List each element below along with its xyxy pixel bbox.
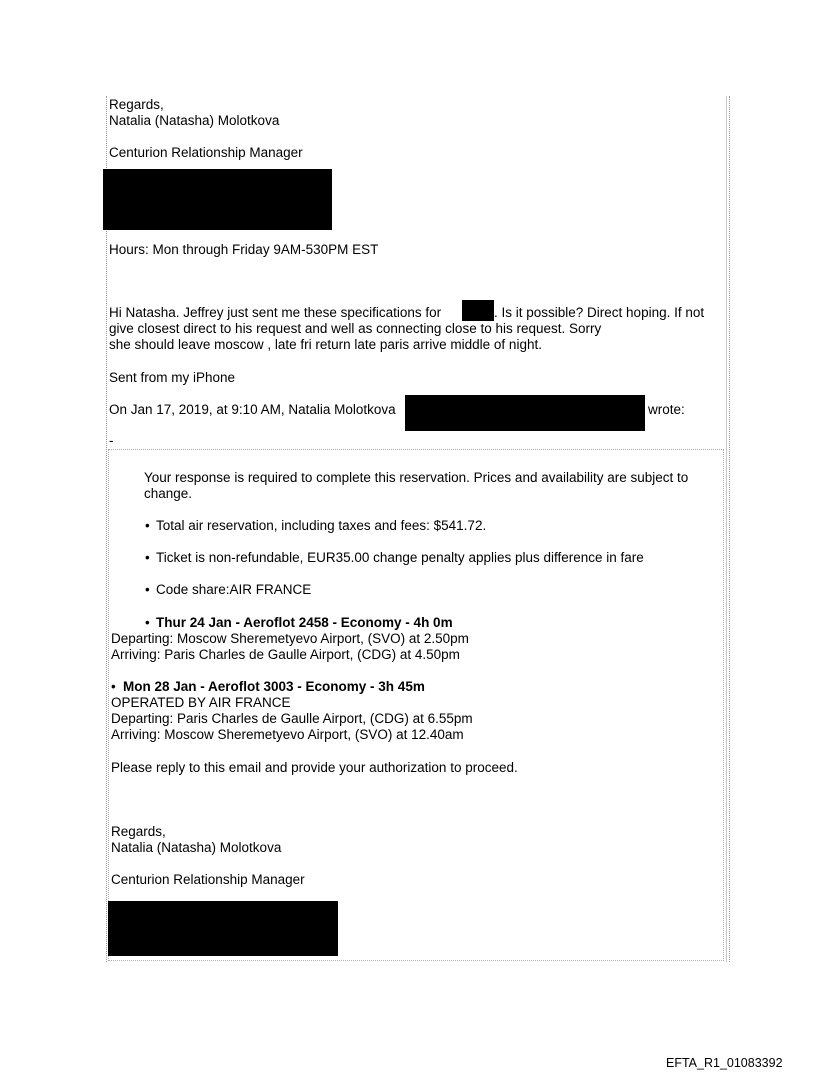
reply-request: Please reply to this email and provide your authorization to proceed.: [111, 760, 518, 775]
right-border-line: [729, 96, 730, 962]
header-name: Natalia (Natasha) Molotkova: [109, 113, 280, 128]
message-line-1b: . Is it possible? Direct hoping. If not: [494, 305, 705, 320]
bullet-flight-1: •: [145, 615, 150, 630]
flight-2-heading: Mon 28 Jan - Aeroflot 3003 - Economy - 3h 45m: [123, 679, 425, 694]
message-line-2: give closest direct to his request and well as connecting close to his request. Sorry: [109, 321, 602, 336]
redaction-block-2: [108, 901, 338, 956]
quoted-title: Centurion Relationship Manager: [111, 872, 305, 887]
right-border-line-inner: [726, 96, 727, 962]
flight-2-departing: Departing: Paris Charles de Gaulle Airport, (CDG) at 6.55pm: [111, 711, 473, 726]
quoted-intro-1: Your response is required to complete this reservation. Prices and availability are subject to: [144, 470, 689, 485]
header-regards: Regards,: [109, 97, 164, 112]
quote-header-b: wrote:: [648, 402, 685, 417]
message-line-3: she should leave moscow , late fri return late paris arrive middle of night.: [109, 337, 542, 352]
codeshare-line: Code share:AIR FRANCE: [156, 582, 312, 597]
header-hours: Hours: Mon through Friday 9AM-530PM EST: [109, 242, 379, 257]
redaction-email: [405, 395, 645, 431]
total-line: Total air reservation, including taxes and fees: $541.72.: [156, 518, 487, 533]
quoted-name: Natalia (Natasha) Molotkova: [111, 840, 282, 855]
flight-2-arriving: Arriving: Moscow Sheremetyevo Airport, (SVO) at 12.40am: [111, 727, 464, 742]
flight-2-operated: OPERATED BY AIR FRANCE: [111, 695, 291, 710]
redaction-block: [103, 169, 332, 230]
flight-1-departing: Departing: Moscow Sheremetyevo Airport, (SVO) at 2.50pm: [111, 631, 469, 646]
dash: -: [109, 433, 114, 448]
quote-header-a: On Jan 17, 2019, at 9:10 AM, Natalia Molotkova: [109, 402, 396, 417]
header-title: Centurion Relationship Manager: [109, 145, 303, 160]
sent-from: Sent from my iPhone: [109, 370, 236, 385]
flight-1-arriving: Arriving: Paris Charles de Gaulle Airport, (CDG) at 4.50pm: [111, 647, 460, 662]
redaction-inline: [462, 300, 494, 321]
quoted-regards: Regards,: [111, 824, 166, 839]
quoted-intro-2: change.: [144, 486, 193, 501]
document-id: EFTA_R1_01083392: [666, 1056, 783, 1070]
flight-1-heading: Thur 24 Jan - Aeroflot 2458 - Economy - 4h 0m: [156, 615, 453, 630]
bullet-codeshare: •: [145, 582, 150, 597]
bullet-ticket: •: [145, 550, 150, 565]
bullet-total: •: [145, 518, 150, 533]
ticket-line: Ticket is non-refundable, EUR35.00 change penalty applies plus difference in fare: [156, 550, 644, 565]
bullet-flight-2: •: [111, 679, 116, 694]
message-line-1a: Hi Natasha. Jeffrey just sent me these specifications for: [109, 305, 442, 320]
